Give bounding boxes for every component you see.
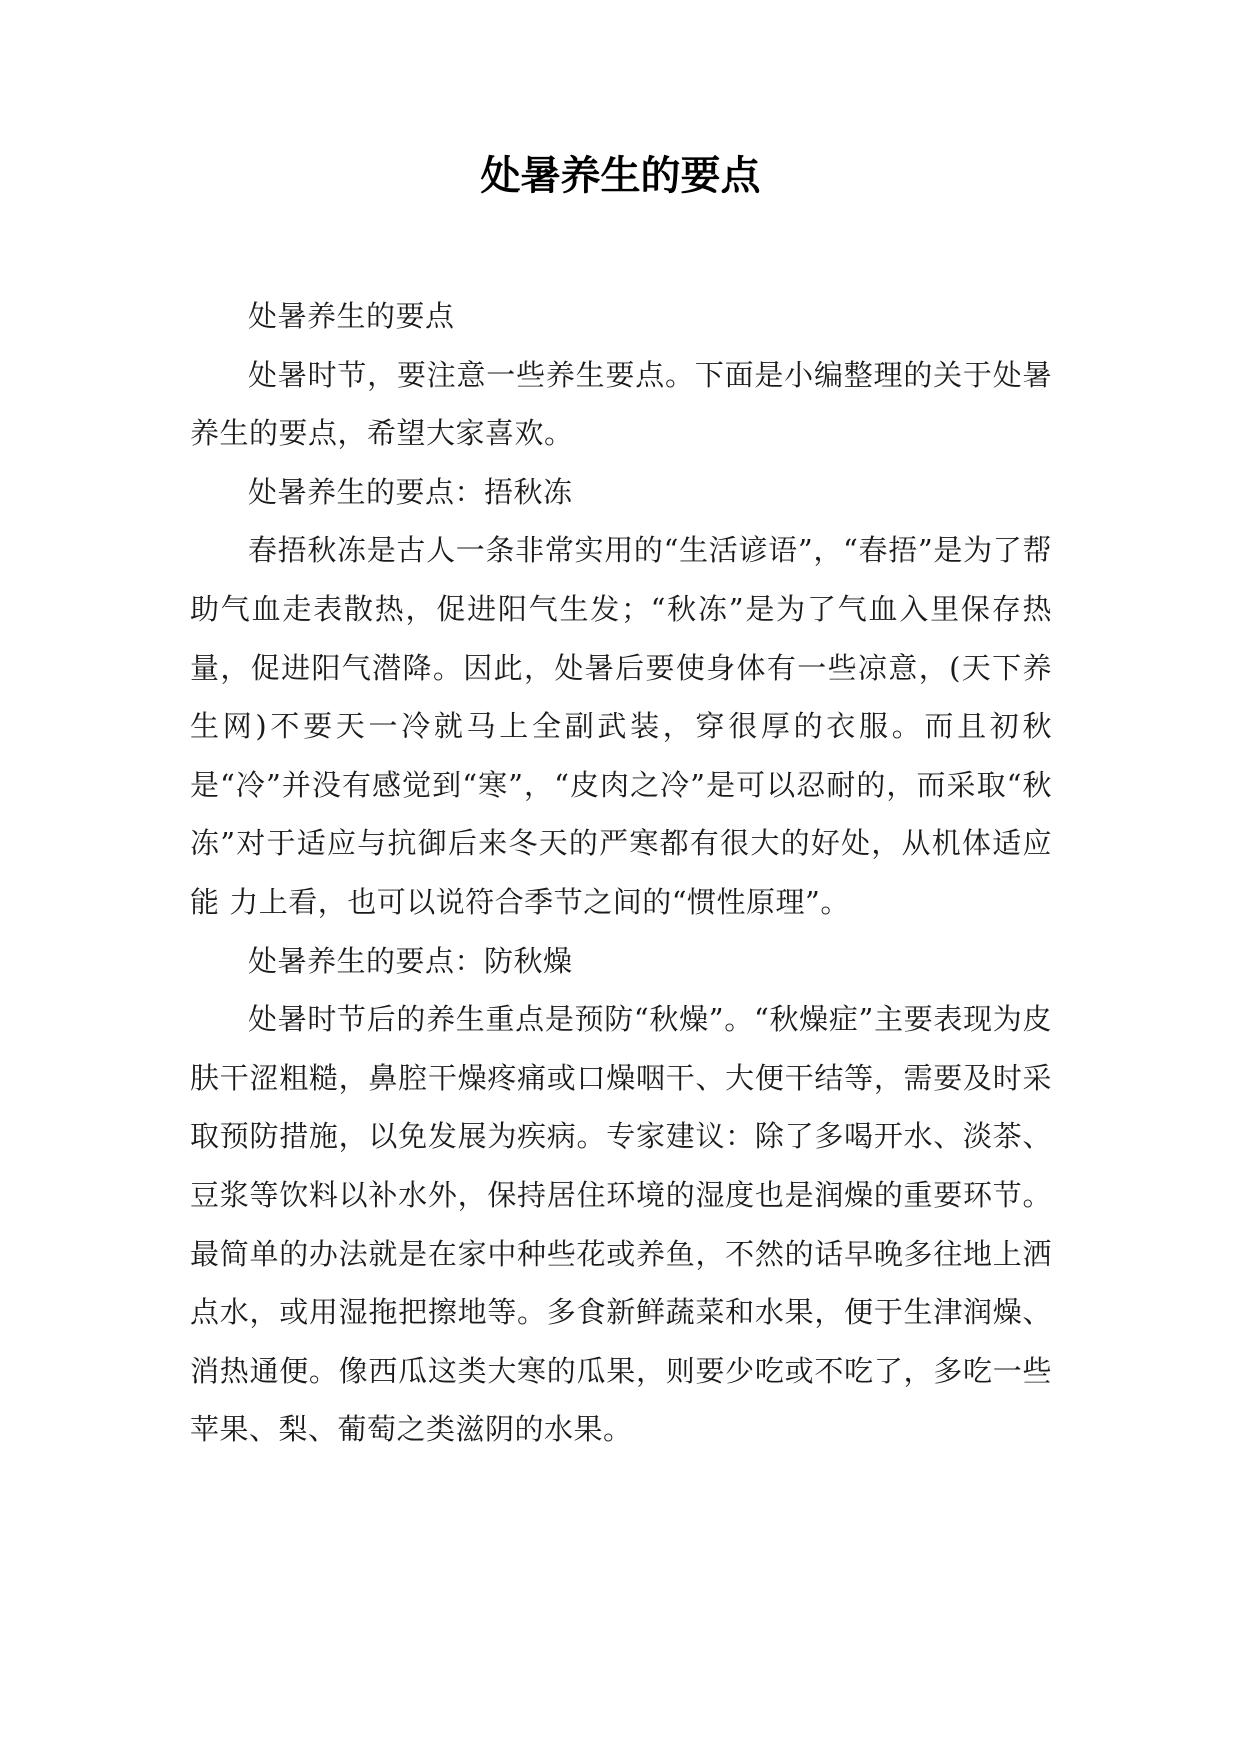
- document-body: [190, 287, 1052, 1459]
- paragraph-qiudong: 春捂秋冻是古人一条非常实用的“生活谚语”，“春捂”是为了帮助气血走表散热，促进阳气生发；“秋冻”是为了气血入里保存热量，促进阳气潜降。因此，处暑后要使身体有一些凉意，(天下养生网)不要天一冷就马上全副武装，穿很厚的衣服。而且初秋是“冷”并没有感觉到“寒”，“皮肉之冷”是可以忍耐的，而采取“秋冻”对于适应与抗御后来冬天的严寒都有很大的好处，从机体适应能 力上看，也可以说符合季节之间的“惯性原理”。: [190, 533, 1052, 919]
- paragraph-qiuzao: 处暑时节后的养生重点是预防“秋燥”。“秋燥症”主要表现为皮肤干涩粗糙，鼻腔干燥疼痛或口燥咽干、大便干结等，需要及时采取预防措施，以免发展为疾病。专家建议：除了多喝开水、淡茶、豆浆等饮料以补水外，保持居住环境的湿度也是润燥的重要环节。最简单的办法就是在家中种些花或养鱼，不然的话早晚多往地上洒点水，或用湿拖把擦地等。多食新鲜蔬菜和水果，便于生津润燥、消热通便。像西瓜这类大寒的瓜果，则要少吃或不吃了，多吃一些苹果、梨、葡萄之类滋阴的水果。: [190, 1002, 1052, 1447]
- paragraph-intro: 处暑时节，要注意一些养生要点。下面是小编整理的关于处暑养生的要点，希望大家喜欢。: [190, 357, 1052, 451]
- section-heading-qiuzao: 处暑养生的要点：防秋燥: [248, 943, 573, 978]
- paragraph-heading: 处暑养生的要点: [248, 299, 455, 333]
- document-title: 处暑养生的要点: [480, 152, 761, 199]
- section-heading-qiudong: 处暑养生的要点：捂秋冻: [248, 474, 573, 509]
